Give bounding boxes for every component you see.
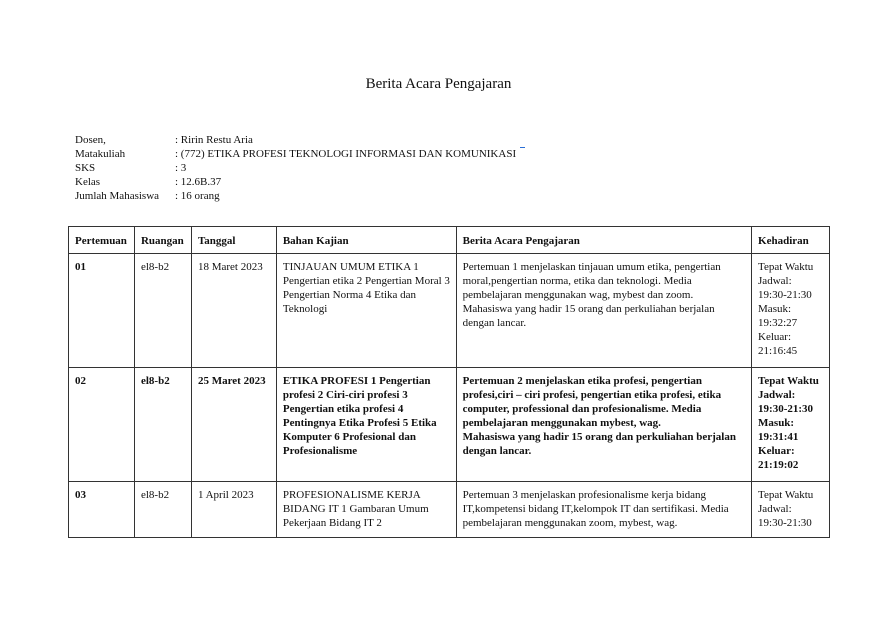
info-value: : 3 xyxy=(175,162,187,174)
cell-bahan-kajian: PROFESIONALISME KERJA BIDANG IT 1 Gambaran Umum Pekerjaan Bidang IT 2 xyxy=(276,482,456,538)
berita-text: Mahasiswa yang hadir 15 orang dan perkuliahan berjalan dengan lancar. xyxy=(462,431,736,457)
masuk-label: Masuk: xyxy=(758,417,795,429)
berita-text: Mahasiswa yang hadir 15 orang dan perkuliahan berjalan dengan lancar. xyxy=(462,303,715,329)
cell-ruangan: el8-b2 xyxy=(134,254,191,368)
table-row xyxy=(69,254,830,368)
info-value: : (772) ETIKA PROFESI TEKNOLOGI INFORMASI DAN KOMUNIKASI xyxy=(175,148,517,160)
table-header-row xyxy=(69,227,830,254)
info-row-jumlah xyxy=(75,189,525,203)
jadwal-label: Jadwal: xyxy=(758,389,796,401)
info-label: Jumlah Mahasiswa xyxy=(75,190,160,202)
jadwal-value: 19:30-21:30 xyxy=(758,403,814,415)
info-value: : 12.6B.37 xyxy=(175,176,222,188)
attendance-status: Tepat Waktu xyxy=(758,261,814,273)
teaching-record-table xyxy=(68,226,830,538)
jadwal-label: Jadwal: xyxy=(758,503,792,515)
keluar-label: Keluar: xyxy=(758,331,792,343)
cell-pertemuan: 03 xyxy=(69,482,135,538)
masuk-label: Masuk: xyxy=(758,303,792,315)
cell-kehadiran xyxy=(752,368,830,482)
cell-tanggal: 18 Maret 2023 xyxy=(191,254,276,368)
course-info xyxy=(75,133,525,203)
table-row xyxy=(69,482,830,538)
berita-text: Pertemuan 1 menjelaskan tinjauan umum etika, pengertian moral,pengertian norma, etika dan teknologi. Media pembelajaran menggunakan wag, mybest dan zoom. xyxy=(462,261,721,301)
cell-berita-acara xyxy=(456,254,751,368)
jadwal-value: 19:30-21:30 xyxy=(758,289,812,301)
info-row-sks xyxy=(75,161,525,175)
page-title: Berita Acara Pengajaran xyxy=(365,76,512,92)
cell-kehadiran xyxy=(752,254,830,368)
cell-kehadiran xyxy=(752,482,830,538)
info-value: : Ririn Restu Aria xyxy=(175,134,253,146)
link-marker-icon xyxy=(520,147,525,148)
info-row-dosen xyxy=(75,133,525,147)
keluar-value: 21:16:45 xyxy=(758,345,798,357)
cell-pertemuan: 01 xyxy=(69,254,135,368)
cell-tanggal: 1 April 2023 xyxy=(191,482,276,538)
column-header-ruangan: Ruangan xyxy=(134,227,191,254)
keluar-label: Keluar: xyxy=(758,445,795,457)
cell-tanggal: 25 Maret 2023 xyxy=(191,368,276,482)
cell-ruangan: el8-b2 xyxy=(134,482,191,538)
cell-pertemuan: 02 xyxy=(69,368,135,482)
jadwal-value: 19:30-21:30 xyxy=(758,517,812,529)
cell-bahan-kajian: TINJAUAN UMUM ETIKA 1 Pengertian etika 2 Pengertian Moral 3 Pengertian Norma 4 Etika dan Teknologi xyxy=(276,254,456,368)
info-label: Matakuliah xyxy=(75,148,126,160)
cell-bahan-kajian: ETIKA PROFESI 1 Pengertian profesi 2 Ciri-ciri profesi 3 Pengertian etika profesi 4 Pentingnya Etika Profesi 5 Etika Komputer 6 Profesional dan Profesionalisme xyxy=(276,368,456,482)
masuk-value: 19:32:27 xyxy=(758,317,798,329)
info-value: : 16 orang xyxy=(175,190,220,202)
column-header-pertemuan: Pertemuan xyxy=(69,227,135,254)
table-row xyxy=(69,368,830,482)
column-header-berita-acara: Berita Acara Pengajaran xyxy=(456,227,751,254)
info-label: Dosen, xyxy=(75,134,106,146)
column-header-bahan-kajian: Bahan Kajian xyxy=(276,227,456,254)
cell-berita-acara xyxy=(456,368,751,482)
info-label: Kelas xyxy=(75,176,101,188)
cell-ruangan: el8-b2 xyxy=(134,368,191,482)
column-header-tanggal: Tanggal xyxy=(191,227,276,254)
attendance-status: Tepat Waktu xyxy=(758,489,814,501)
column-header-kehadiran: Kehadiran xyxy=(752,227,830,254)
berita-text: Pertemuan 3 menjelaskan profesionalisme kerja bidang IT,kompetensi bidang IT,kelompok IT dan sertifikasi. Media pembelajaran menggunakan zoom, mybest, wag. xyxy=(462,489,729,529)
cell-berita-acara xyxy=(456,482,751,538)
masuk-value: 19:31:41 xyxy=(758,431,799,443)
berita-text: Pertemuan 2 menjelaskan etika profesi, pengertian profesi,ciri – ciri profesi, pengertian etika profesi, etika computer, professional dan profesionalisme. Media pembelajaran menggunakan mybest, wag. xyxy=(462,375,722,429)
info-row-matakuliah xyxy=(75,147,525,161)
attendance-status: Tepat Waktu xyxy=(758,375,819,387)
jadwal-label: Jadwal: xyxy=(758,275,792,287)
info-row-kelas xyxy=(75,175,525,189)
keluar-value: 21:19:02 xyxy=(758,459,799,471)
info-label: SKS xyxy=(75,162,96,174)
